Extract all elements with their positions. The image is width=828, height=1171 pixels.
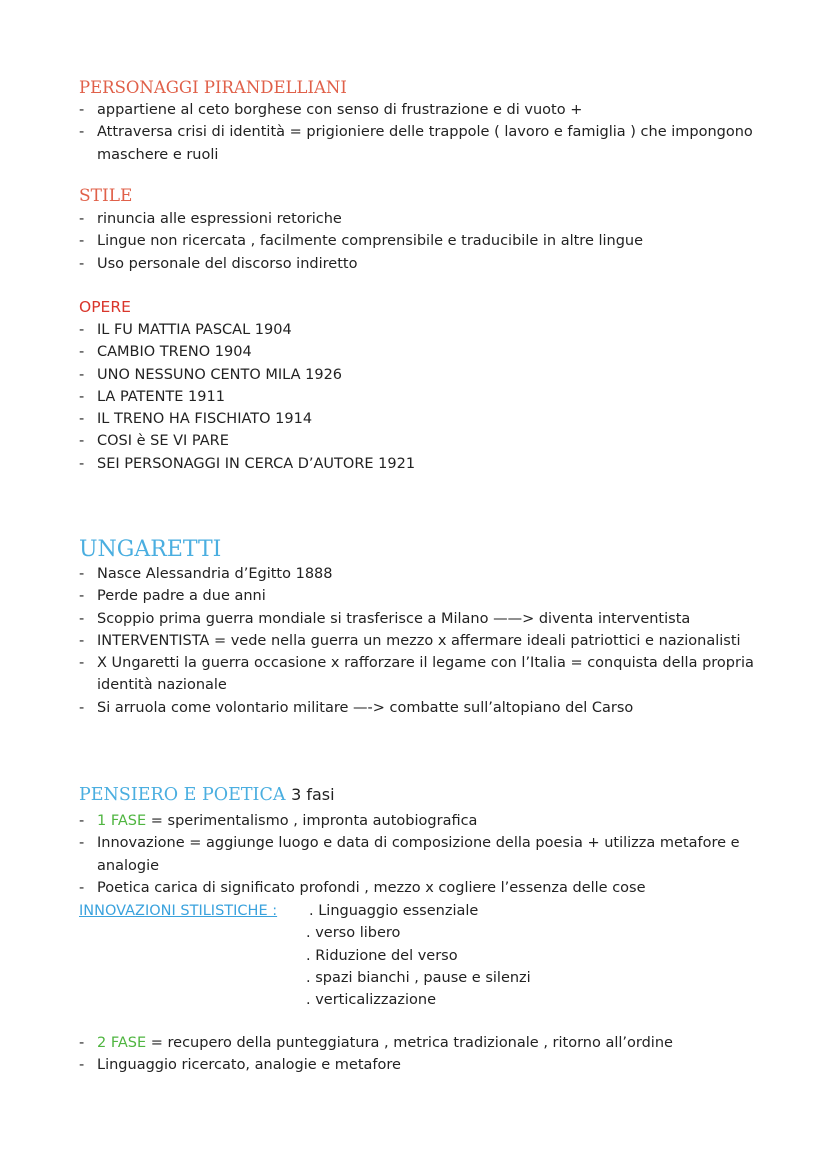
list-item: - IL FU MATTIA PASCAL 1904 [79,319,759,341]
fase-2-text: = recupero della punteggiatura , metrica tradizionale , ritorno all’ordine [150,1035,673,1051]
list-item: - appartiene al ceto borghese con senso di frustrazione e di vuoto + [79,99,759,121]
innovazione-item: . verso libero [306,925,401,942]
list-item: - Linguaggio ricercato, analogie e metafore [79,1054,759,1076]
list-opere [79,319,759,475]
list-pirandello [79,99,759,166]
list-ungaretti [79,563,759,719]
heading-opere: OPERE [79,298,131,316]
list-item: - Si arruola come volontario militare —-> combatte sull’altopiano del Carso [79,697,759,719]
innovazione-item: . spazi bianchi , pause e silenzi [306,969,531,986]
heading-pensiero-e-poetica [79,785,335,805]
fase-1-text: = sperimentalismo , impronta autobiografica [150,813,478,829]
list-item: - Uso personale del discorso indiretto [79,253,759,275]
list-stile [79,208,759,275]
list-item: - Perde padre a due anni [79,585,759,607]
innovazione-item: . Linguaggio essenziale [309,903,479,919]
innovazione-item: . Riduzione del verso [306,947,458,964]
list-item-fase-1 [79,810,759,832]
list-item: - IL TRENO HA FISCHIATO 1914 [79,408,759,430]
heading-personaggi-pirandelliani: PERSONAGGI PIRANDELLIANI [79,78,347,97]
fase-1-label: 1 FASE [97,813,147,829]
innovazione-item: . verticalizzazione [306,992,437,1009]
heading-pensiero-subtitle: 3 fasi [291,785,335,804]
list-fase-2 [79,1032,759,1077]
list-item: - COSI è SE VI PARE [79,430,759,452]
list-item: - rinuncia alle espressioni retoriche [79,208,759,230]
list-item: - X Ungaretti la guerra occasione x rafforzare il legame con l’Italia = conquista della propria identità nazionale [79,652,759,697]
heading-stile: STILE [79,186,133,206]
list-pensiero [79,810,759,899]
list-item: - SEI PERSONAGGI IN CERCA D’AUTORE 1921 [79,453,759,475]
list-item: - Poetica carica di significato profondi , mezzo x cogliere l’essenza delle cose [79,877,759,899]
list-item: - Nasce Alessandria d’Egitto 1888 [79,563,759,585]
fase-2-label: 2 FASE [97,1035,147,1051]
heading-pensiero-title: PENSIERO E POETICA [79,785,286,805]
innovazioni-stilistiche-label: INNOVAZIONI STILISTICHE : [79,903,278,919]
list-item: - Scoppio prima guerra mondiale si trasferisce a Milano ——> diventa interventista [79,608,759,630]
list-item: - LA PATENTE 1911 [79,386,759,408]
innovazioni-list [306,922,531,1011]
list-item: - UNO NESSUNO CENTO MILA 1926 [79,364,759,386]
list-item: - Attraversa crisi di identità = prigioniere delle trappole ( lavoro e famiglia ) che impongono maschere e ruoli [79,121,759,166]
list-item-fase-2 [79,1032,759,1054]
list-item: - INTERVENTISTA = vede nella guerra un mezzo x affermare ideali patriottici e nazionalisti [79,630,759,652]
list-item: - Lingue non ricercata , facilmente comprensibile e traducibile in altre lingue [79,230,759,252]
list-item: - Innovazione = aggiunge luogo e data di composizione della poesia + utilizza metafore e analogie [79,832,759,877]
list-item: - CAMBIO TRENO 1904 [79,341,759,363]
heading-ungaretti: UNGARETTI [79,537,222,562]
